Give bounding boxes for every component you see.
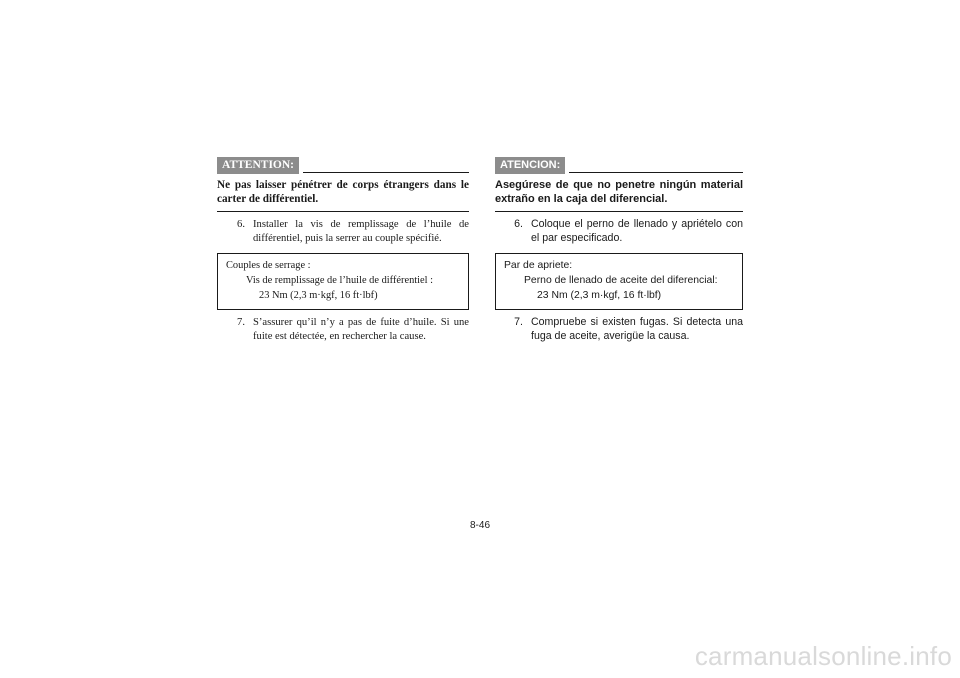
caution-end-rule-es: [495, 211, 743, 212]
caution-label-es: ATENCION:: [495, 157, 565, 174]
step-number: 7.: [514, 316, 523, 328]
caution-label-fr: ATTENTION:: [217, 157, 299, 174]
caution-header-es: [495, 156, 743, 174]
french-column: [217, 156, 469, 343]
spec-value: 23 Nm (2,3 m·kgf, 16 ft·lbf): [537, 290, 662, 301]
caution-text-fr: Ne pas laisser pénétrer de corps étrangers dans le carter de différentiel.: [217, 179, 469, 205]
caution-end-rule-fr: [217, 211, 469, 212]
spanish-column: [495, 156, 743, 343]
caution-rule-fr: [303, 172, 469, 173]
spec-item: Perno de llenado de aceite del diferencial:: [524, 275, 718, 286]
torque-spec-box-es: [495, 253, 743, 310]
site-watermark: carmanualsonline.info: [694, 641, 952, 671]
spec-item: Vis de remplissage de l’huile de différentiel :: [246, 275, 434, 286]
step-text: Installer la vis de remplissage de l’huile de différentiel, puis la serrer au couple spécifié.: [253, 219, 469, 244]
step-number: 6.: [514, 218, 523, 230]
step-number: 6.: [237, 219, 245, 230]
step-7-fr: [217, 316, 469, 343]
spec-value: 23 Nm (2,3 m·kgf, 16 ft·lbf): [259, 290, 378, 301]
step-text: Coloque el perno de llenado y apriételo con el par especificado.: [531, 218, 743, 244]
spec-title: Par de apriete:: [504, 260, 573, 271]
caution-text-es: Asegúrese de que no penetre ningún material extraño en la caja del diferencial.: [495, 179, 743, 205]
spec-title: Couples de serrage :: [226, 260, 311, 271]
step-number: 7.: [237, 317, 245, 328]
step-text: S’assurer qu’il n’y a pas de fuite d’huile. Si une fuite est détectée, en rechercher la cause.: [253, 317, 469, 342]
caution-rule-es: [569, 172, 743, 173]
torque-spec-box-fr: [217, 253, 469, 310]
step-6-fr: [217, 218, 469, 245]
step-7-es: [495, 316, 743, 343]
step-6-es: [495, 218, 743, 245]
page-number: 8-46: [470, 520, 491, 531]
step-text: Compruebe si existen fugas. Si detecta una fuga de aceite, averigüe la causa.: [531, 316, 743, 342]
caution-header-fr: [217, 156, 469, 174]
